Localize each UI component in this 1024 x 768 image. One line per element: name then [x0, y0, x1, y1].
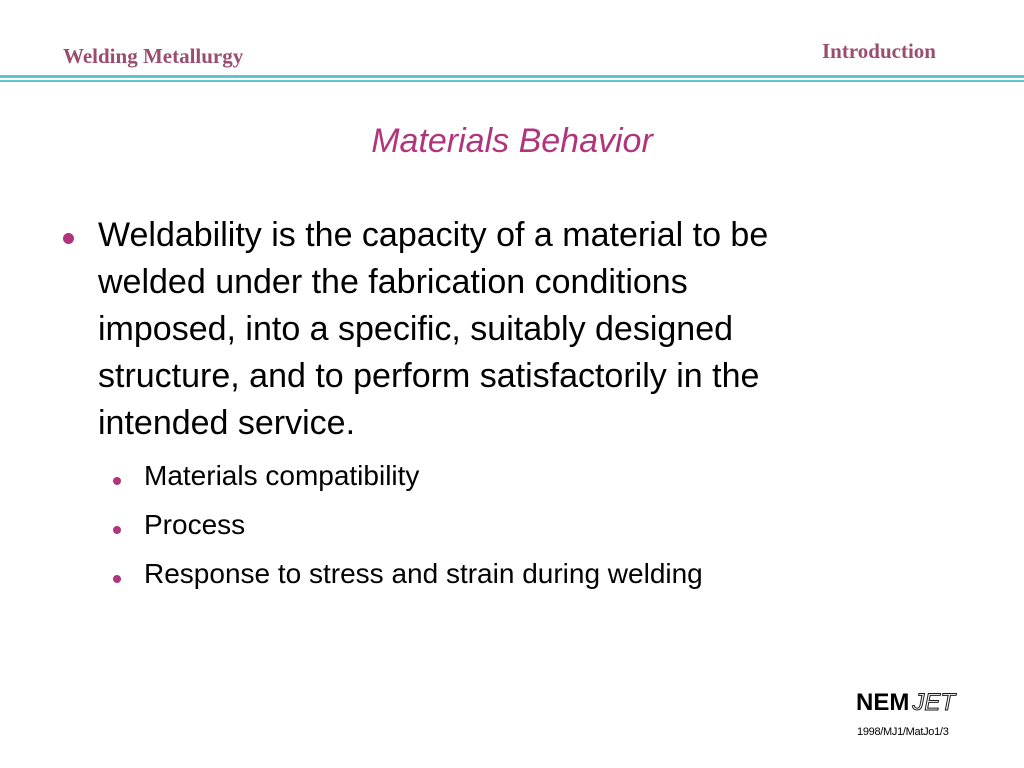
- bullet-dot-icon: [113, 575, 121, 583]
- slide-title: Materials Behavior: [371, 122, 653, 160]
- slide-code: 1998/MJ1/MatJo1/3: [857, 726, 949, 738]
- sub-bullet-item: Response to stress and strain during welding: [144, 558, 703, 589]
- course-title: Welding Metallurgy: [63, 44, 244, 68]
- logo-nem-text: NEM: [856, 689, 910, 716]
- main-bullet-text: Weldability is the capacity of a material to be welded under the fabrication conditions imposed, into a specific, suitably designed structure, and to perform satisfactorily in the intended service.: [98, 216, 769, 442]
- logo-jet-text: JET: [912, 689, 956, 716]
- bullet-dot-icon: [113, 477, 121, 485]
- bullet-dot-icon: [113, 526, 121, 534]
- section-title: Introduction: [822, 39, 936, 63]
- sub-bullet-item: Materials compatibility: [144, 460, 420, 491]
- bullet-dot-icon: [63, 233, 74, 244]
- nemjet-logo: [856, 689, 955, 717]
- sub-bullet-item: Process: [144, 509, 246, 540]
